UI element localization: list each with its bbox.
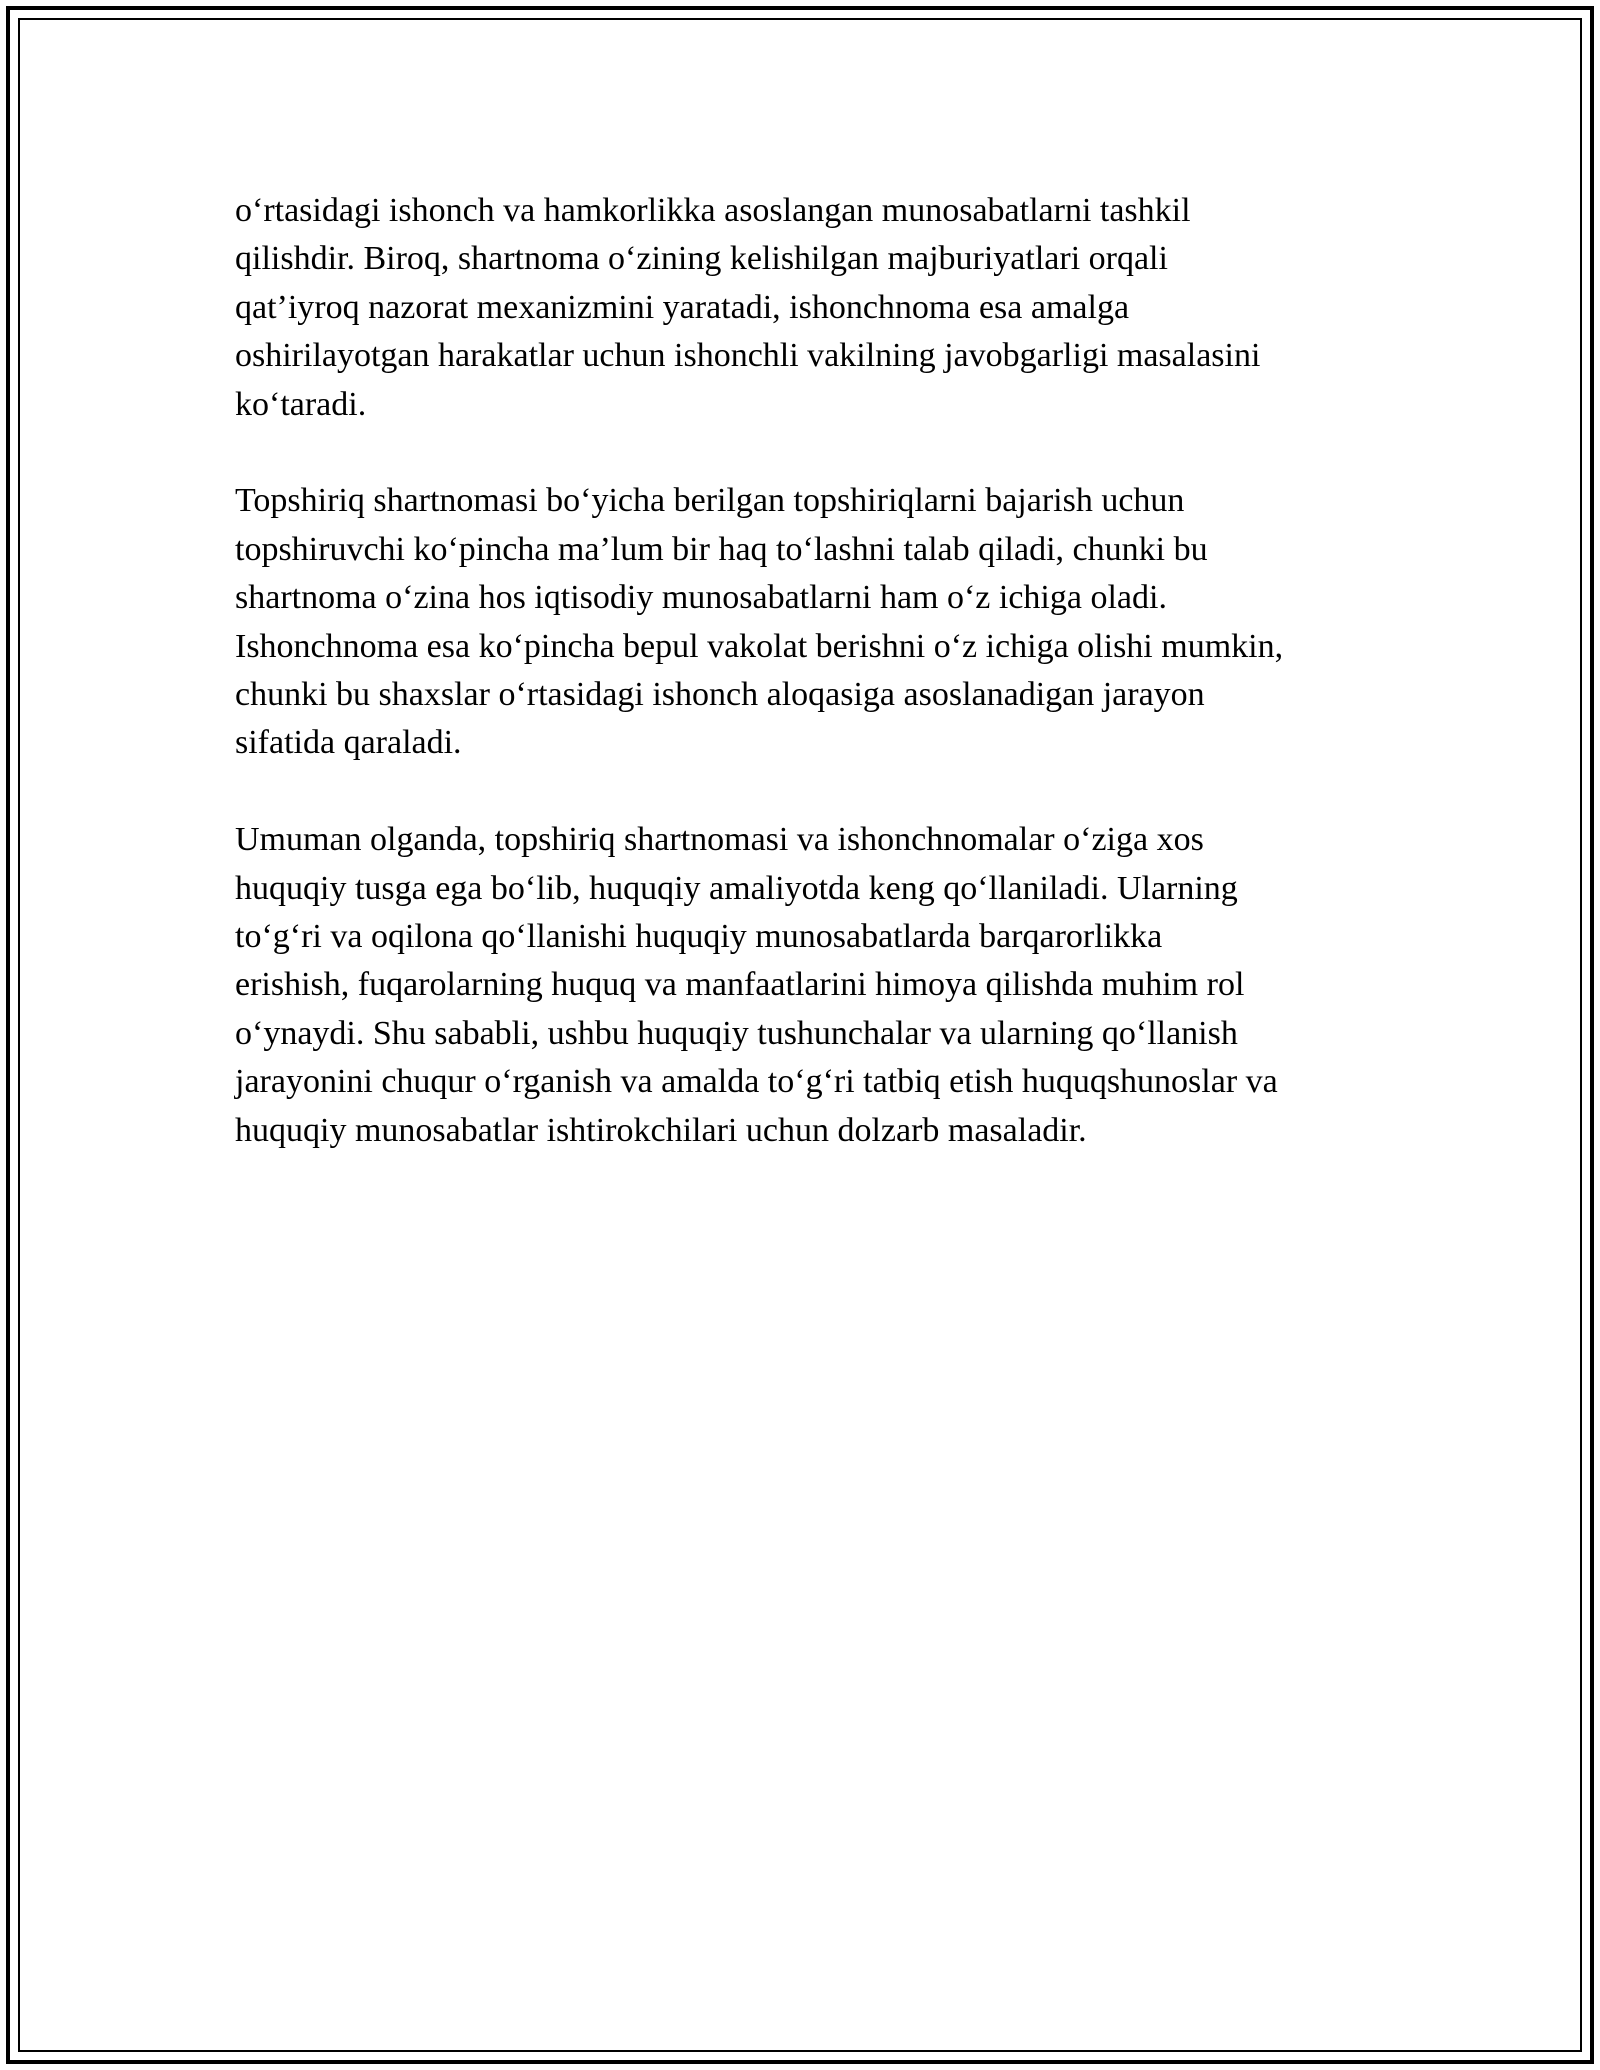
paragraph-1 bbox=[235, 187, 1375, 429]
text-line: qilishdir. Biroq, shartnoma o‘zining kelishilgan majburiyatlari orqali bbox=[235, 240, 1168, 278]
text-line: chunki bu shaxslar o‘rtasidagi ishonch aloqasiga asoslanadigan jarayon bbox=[235, 676, 1205, 714]
text-line: shartnoma o‘zina hos iqtisodiy munosabatlarni ham o‘z ichiga oladi. bbox=[235, 579, 1167, 617]
text-line: jarayonini chuqur o‘rganish va amalda to‘g‘ri tatbiq etish huquqshunoslar va bbox=[235, 1063, 1278, 1101]
document-body bbox=[235, 187, 1375, 1203]
text-line: huquqiy tusga ega bo‘lib, huquqiy amaliyotda keng qo‘llaniladi. Ularning bbox=[235, 869, 1238, 907]
text-line: huquqiy munosabatlar ishtirokchilari uchun dolzarb masaladir. bbox=[235, 1111, 1087, 1149]
text-line: sifatida qaraladi. bbox=[235, 724, 462, 762]
text-line: ko‘taradi. bbox=[235, 385, 367, 423]
text-line: o‘rtasidagi ishonch va hamkorlikka asoslangan munosabatlarni tashkil bbox=[235, 192, 1191, 229]
text-line: topshiruvchi ko‘pincha ma’lum bir haq to‘lashni talab qiladi, chunki bu bbox=[235, 530, 1208, 568]
text-line: Ishonchnoma esa ko‘pincha bepul vakolat berishni o‘z ichiga olishi mumkin, bbox=[235, 627, 1284, 665]
paragraph-2 bbox=[235, 477, 1375, 767]
text-line: to‘g‘ri va oqilona qo‘llanishi huquqiy munosabatlarda barqarorlikka bbox=[235, 918, 1163, 956]
text-line: Topshiriq shartnomasi bo‘yicha berilgan topshiriqlarni bajarish uchun bbox=[235, 482, 1185, 520]
text-line: erishish, fuqarolarning huquq va manfaatlarini himoya qilishda muhim rol bbox=[235, 966, 1245, 1004]
text-line: Umuman olganda, topshiriq shartnomasi va ishonchnomalar o‘ziga xos bbox=[235, 821, 1204, 859]
text-line: oshirilayotgan harakatlar uchun ishonchli vakilning javobgarligi masalasini bbox=[235, 337, 1261, 375]
text-line: o‘ynaydi. Shu sababli, ushbu huquqiy tushunchalar va ularning qo‘llanish bbox=[235, 1014, 1238, 1052]
paragraph-3 bbox=[235, 816, 1375, 1155]
text-line: qat’iyroq nazorat mexanizmini yaratadi, ishonchnoma esa amalga bbox=[235, 288, 1130, 326]
